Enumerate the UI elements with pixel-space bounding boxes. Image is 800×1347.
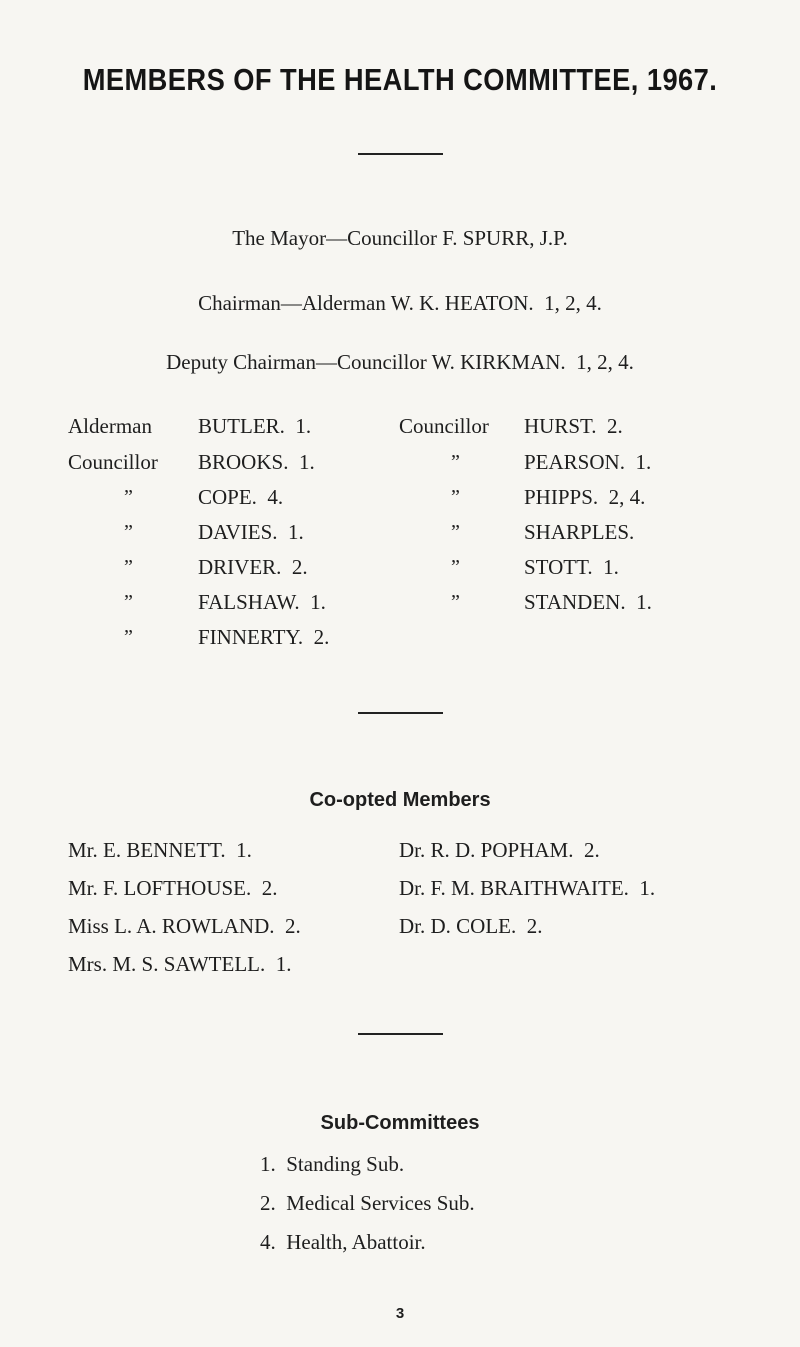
divider-top	[358, 153, 443, 155]
member-name: PEARSON. 1.	[524, 450, 652, 474]
ditto-mark: ”	[451, 486, 460, 508]
chairman-line: Chairman—Alderman W. K. HEATON. 1, 2, 4.	[198, 291, 602, 315]
member-name: BUTLER. 1.	[198, 414, 312, 438]
coopted-member: Dr. R. D. POPHAM. 2.	[399, 838, 600, 862]
deputy-chairman-line: Deputy Chairman—Councillor W. KIRKMAN. 1, 2, 4.	[166, 350, 634, 374]
coopted-member: Dr. F. M. BRAITHWAITE. 1.	[399, 876, 656, 900]
coopted-member: Mrs. M. S. SAWTELL. 1.	[68, 952, 292, 976]
member-name: STANDEN. 1.	[524, 590, 652, 614]
page-number: 3	[395, 1305, 405, 1322]
ditto-mark: ”	[124, 591, 133, 613]
ditto-mark: ”	[124, 556, 133, 578]
member-name: DRIVER. 2.	[198, 555, 308, 579]
coopted-member: Miss L. A. ROWLAND. 2.	[68, 914, 301, 938]
member-name: COPE. 4.	[198, 485, 284, 509]
member-name: SHARPLES.	[524, 520, 635, 544]
ditto-mark: ”	[451, 556, 460, 578]
coopted-member: Mr. F. LOFTHOUSE. 2.	[68, 876, 278, 900]
member-prefix: Councillor	[68, 450, 158, 474]
divider-lower	[358, 1033, 443, 1035]
subcommittee-item: 4. Health, Abattoir.	[260, 1230, 426, 1254]
member-name: FALSHAW. 1.	[198, 590, 326, 614]
ditto-mark: ”	[124, 626, 133, 648]
member-prefix: Alderman	[68, 414, 152, 438]
member-name: HURST. 2.	[524, 414, 623, 438]
ditto-mark: ”	[451, 451, 460, 473]
coopted-heading: Co-opted Members	[309, 789, 491, 811]
coopted-member: Dr. D. COLE. 2.	[399, 914, 543, 938]
mayor-line: The Mayor—Councillor F. SPURR, J.P.	[232, 226, 568, 250]
ditto-mark: ”	[124, 521, 133, 543]
subcommittee-item: 1. Standing Sub.	[260, 1152, 405, 1176]
ditto-mark: ”	[451, 521, 460, 543]
subcommittees-heading: Sub-Committees	[320, 1112, 480, 1134]
member-name: PHIPPS. 2, 4.	[524, 485, 646, 509]
subcommittee-item: 2. Medical Services Sub.	[260, 1191, 475, 1215]
member-name: FINNERTY. 2.	[198, 625, 330, 649]
member-prefix: Councillor	[399, 414, 489, 438]
page-title: MEMBERS OF THE HEALTH COMMITTEE, 1967.	[82, 62, 718, 97]
member-name: BROOKS. 1.	[198, 450, 315, 474]
member-name: DAVIES. 1.	[198, 520, 304, 544]
member-name: STOTT. 1.	[524, 555, 619, 579]
ditto-mark: ”	[124, 486, 133, 508]
ditto-mark: ”	[451, 591, 460, 613]
coopted-member: Mr. E. BENNETT. 1.	[68, 838, 252, 862]
divider-middle	[358, 712, 443, 714]
